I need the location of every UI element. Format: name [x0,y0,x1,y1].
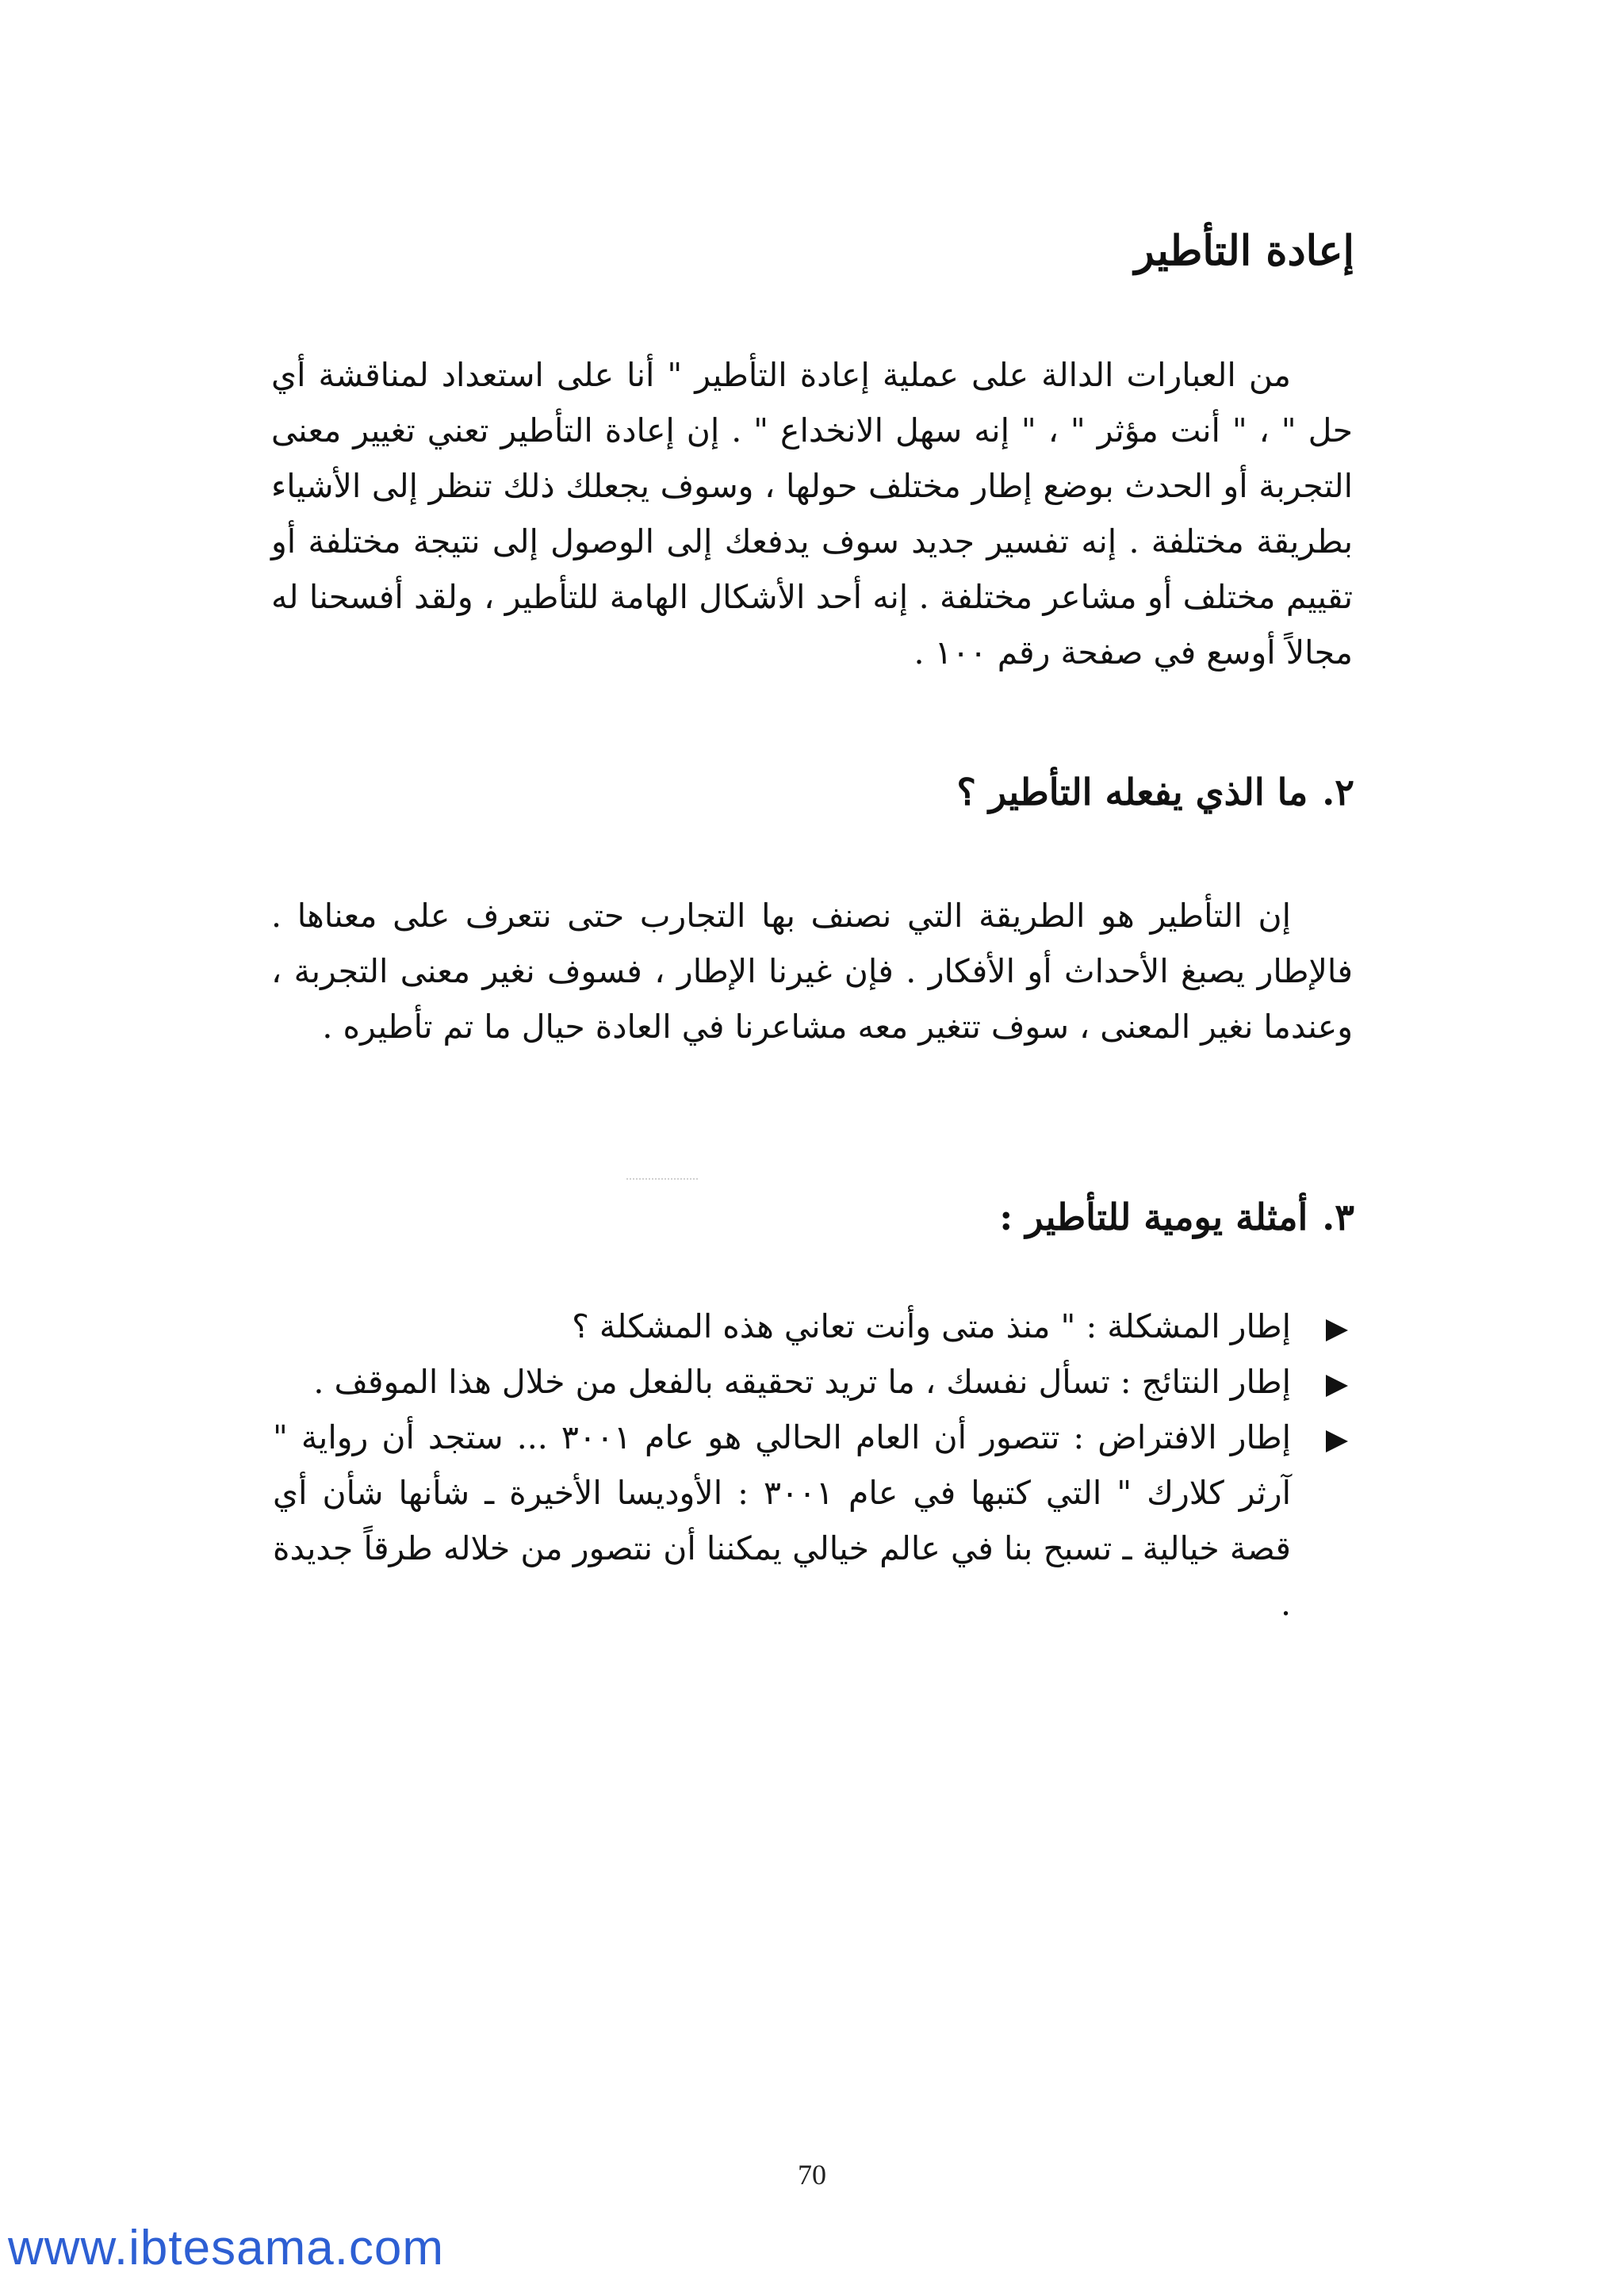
website-watermark: www.ibtesama.com [8,2221,445,2275]
section-2-title: ما الذي يفعله التأطير ؟ [956,771,1308,813]
list-item-text: إطار الافتراض : تتصور أن العام الحالي هو عام ٣٠٠١ ... ستجد أن رواية " آرثر كلارك " التي كتبها في عام ٣٠٠١ : الأوديسا الأخيرة ـ شأنها شأن أي قصة خيالية ـ تسبح بنا في عالم خيالي يمكننا أن نتصور من خلاله طرقاً جديدة . [273,1418,1291,1623]
scan-speck [626,1178,698,1181]
triangle-bullet-icon [1326,1319,1348,1341]
intro-paragraph [271,347,1353,680]
section-2-paragraph-text: إن التأطير هو الطريقة التي نصنف بها التجارب حتى نتعرف على معناها . فالإطار يصبغ الأحداث أو الأفكار . فإن غيرنا الإطار ، فسوف نغير معنى التجربة ، وعندما نغير المعنى ، سوف تتغير معه مشاعرنا في العادة حيال ما تم تأطيره . [271,897,1353,1046]
list-item [273,1410,1354,1632]
list-item-text: إطار النتائج : تسأل نفسك ، ما تريد تحقيقه بالفعل من خلال هذا الموقف . [313,1363,1291,1401]
section-3-heading [641,1196,1354,1239]
page-title: إعادة التأطير [1134,227,1354,275]
intro-paragraph-text: من العبارات الدالة على عملية إعادة التأطير " أنا على استعداد لمناقشة أي حل " ، " أنت مؤثر " ، " إنه سهل الانخداع " . إن إعادة التأطير تعني تغيير معنى التجربة أو الحدث بوضع إطار مختلف حولها ، وسوف يجعلك ذلك تنظر إلى الأشياء بطريقة مختلفة . إنه تفسير جديد سوف يدفعك إلى الوصول إلى نتيجة مختلفة أو تقييم مختلف أو مشاعر مختلفة . إنه أحد الأشكال الهامة للتأطير ، ولقد أفسحنا له مجالاً أوسع في صفحة رقم ١٠٠ . [271,356,1353,672]
page-number: 70 [798,2159,826,2191]
section-2-heading [641,771,1354,814]
list-item [273,1354,1354,1410]
list-item [273,1299,1354,1354]
triangle-bullet-icon [1326,1375,1348,1397]
triangle-bullet-icon [1326,1430,1348,1452]
section-3-number: ٣. [1322,1196,1354,1238]
section-3-title: أمثلة يومية للتأطير : [999,1196,1308,1238]
section-2-number: ٢. [1322,771,1354,813]
section-2-paragraph [271,888,1353,1054]
list-item-text: إطار المشكلة : " منذ متى وأنت تعاني هذه المشكلة ؟ [572,1307,1291,1345]
examples-list [273,1299,1354,1632]
